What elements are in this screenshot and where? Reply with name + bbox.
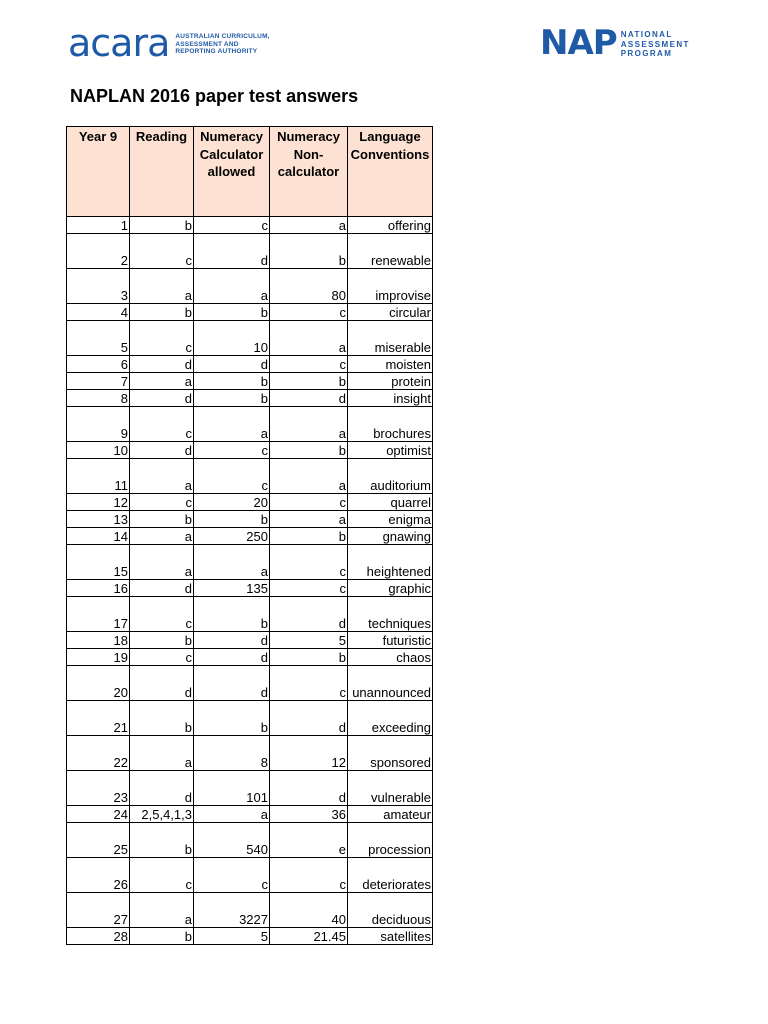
numeracy-noncalculator-answer-cell: a [270, 511, 348, 528]
table-row [67, 494, 433, 511]
numeracy-calculator-answer-cell: c [194, 459, 270, 494]
page-title: NAPLAN 2016 paper test answers [70, 86, 359, 106]
reading-answer-cell: b [130, 823, 194, 858]
table-row [67, 858, 433, 893]
table-header-row [67, 127, 433, 217]
question-number-cell: 22 [67, 736, 130, 771]
reading-answer-cell: d [130, 771, 194, 806]
language-conventions-answer-cell: enigma [348, 511, 433, 528]
numeracy-noncalculator-answer-cell: e [270, 823, 348, 858]
reading-answer-cell: a [130, 459, 194, 494]
nap-subtitle-line: NATIONAL [620, 30, 673, 39]
numeracy-calculator-answer-cell: 8 [194, 736, 270, 771]
table-row [67, 545, 433, 580]
reading-answer-cell: d [130, 580, 194, 597]
numeracy-noncalculator-answer-cell: d [270, 701, 348, 736]
numeracy-calculator-answer-cell: 250 [194, 528, 270, 545]
numeracy-noncalculator-answer-cell: a [270, 217, 348, 234]
acara-subtitle-line: ASSESSMENT AND [175, 40, 239, 48]
reading-answer-cell: c [130, 321, 194, 356]
table-row [67, 217, 433, 234]
reading-answer-cell: d [130, 390, 194, 407]
table-row [67, 442, 433, 459]
reading-answer-cell: c [130, 494, 194, 511]
question-number-cell: 13 [67, 511, 130, 528]
question-number-cell: 25 [67, 823, 130, 858]
numeracy-noncalculator-answer-cell: c [270, 304, 348, 321]
numeracy-calculator-answer-cell: b [194, 701, 270, 736]
acara-subtitle-line: AUSTRALIAN CURRICULUM, [175, 33, 270, 40]
numeracy-calculator-answer-cell: d [194, 632, 270, 649]
numeracy-calculator-answer-cell: c [194, 858, 270, 893]
numeracy-calculator-answer-cell: a [194, 545, 270, 580]
numeracy-noncalculator-answer-cell: c [270, 545, 348, 580]
question-number-cell: 18 [67, 632, 130, 649]
language-conventions-answer-cell: chaos [348, 649, 433, 666]
table-row [67, 511, 433, 528]
column-header-line: calculator [277, 164, 340, 179]
reading-answer-cell: a [130, 373, 194, 390]
table-row [67, 893, 433, 928]
table-row [67, 390, 433, 407]
question-number-cell: 4 [67, 304, 130, 321]
question-number-cell: 12 [67, 494, 130, 511]
question-number-cell: 5 [67, 321, 130, 356]
reading-column-header [130, 127, 194, 217]
table-row [67, 701, 433, 736]
question-number-cell: 11 [67, 459, 130, 494]
table-row [67, 373, 433, 390]
question-number-cell: 2 [67, 234, 130, 269]
column-header-line: allowed [207, 164, 256, 179]
numeracy-noncalculator-answer-cell: b [270, 528, 348, 545]
nap-subtitle-line: ASSESSMENT [620, 39, 690, 49]
numeracy-calculator-answer-cell: 135 [194, 580, 270, 597]
table-row [67, 580, 433, 597]
numeracy-calculator-answer-cell: b [194, 304, 270, 321]
question-number-cell: 6 [67, 356, 130, 373]
reading-answer-cell: b [130, 304, 194, 321]
numeracy-noncalculator-answer-cell: 36 [270, 806, 348, 823]
reading-answer-cell: a [130, 736, 194, 771]
reading-answer-cell: b [130, 217, 194, 234]
language-conventions-answer-cell: miserable [348, 321, 433, 356]
language-conventions-answer-cell: quarrel [348, 494, 433, 511]
question-number-cell: 24 [67, 806, 130, 823]
numeracy-noncalculator-answer-cell: c [270, 494, 348, 511]
question-number-cell: 19 [67, 649, 130, 666]
numeracy-noncalculator-answer-cell: 40 [270, 893, 348, 928]
numeracy-noncalculator-answer-cell: a [270, 407, 348, 442]
numeracy-noncalculator-answer-cell: 80 [270, 269, 348, 304]
numeracy-noncalculator-answer-cell: a [270, 459, 348, 494]
question-number-cell: 17 [67, 597, 130, 632]
language-conventions-answer-cell: gnawing [348, 528, 433, 545]
language-conventions-column-header [348, 127, 433, 217]
table-row [67, 806, 433, 823]
language-conventions-answer-cell: exceeding [348, 701, 433, 736]
table-body [67, 217, 433, 945]
language-conventions-answer-cell: unannounced [348, 666, 433, 701]
numeracy-calculator-answer-cell: d [194, 356, 270, 373]
numeracy-calculator-answer-cell: b [194, 511, 270, 528]
table-row [67, 407, 433, 442]
acara-subtitle [175, 33, 269, 56]
language-conventions-answer-cell: graphic [348, 580, 433, 597]
reading-answer-cell: b [130, 928, 194, 945]
language-conventions-answer-cell: brochures [348, 407, 433, 442]
table-row [67, 736, 433, 771]
language-conventions-answer-cell: techniques [348, 597, 433, 632]
reading-answer-cell: a [130, 893, 194, 928]
language-conventions-answer-cell: improvise [348, 269, 433, 304]
table-row [67, 597, 433, 632]
reading-answer-cell: a [130, 545, 194, 580]
language-conventions-answer-cell: optimist [348, 442, 433, 459]
table-row [67, 771, 433, 806]
numeracy-calculator-answer-cell: 540 [194, 823, 270, 858]
language-conventions-answer-cell: protein [348, 373, 433, 390]
language-conventions-answer-cell: sponsored [348, 736, 433, 771]
column-header-line: Non- [293, 146, 324, 162]
language-conventions-answer-cell: deteriorates [348, 858, 433, 893]
numeracy-calculator-answer-cell: b [194, 373, 270, 390]
acara-logo [68, 21, 270, 65]
table-row [67, 356, 433, 373]
reading-answer-cell: c [130, 234, 194, 269]
numeracy-noncalculator-answer-cell: b [270, 234, 348, 269]
language-conventions-answer-cell: circular [348, 304, 433, 321]
question-number-cell: 21 [67, 701, 130, 736]
numeracy-calculator-answer-cell: c [194, 217, 270, 234]
numeracy-calculator-answer-cell: 5 [194, 928, 270, 945]
language-conventions-answer-cell: moisten [348, 356, 433, 373]
table-row [67, 649, 433, 666]
numeracy-noncalculator-answer-cell: b [270, 442, 348, 459]
numeracy-calculator-answer-cell: d [194, 666, 270, 701]
language-conventions-answer-cell: deciduous [348, 893, 433, 928]
numeracy-calculator-answer-cell: a [194, 806, 270, 823]
reading-answer-cell: a [130, 269, 194, 304]
question-number-cell: 15 [67, 545, 130, 580]
reading-answer-cell: d [130, 356, 194, 373]
numeracy-calculator-column-header [194, 127, 270, 217]
numeracy-noncalculator-answer-cell: d [270, 390, 348, 407]
table-row [67, 321, 433, 356]
numeracy-noncalculator-column-header [270, 127, 348, 217]
question-number-cell: 1 [67, 217, 130, 234]
nap-wordmark: NAP [540, 23, 617, 63]
reading-answer-cell: c [130, 858, 194, 893]
question-number-cell: 8 [67, 390, 130, 407]
column-header-line: Conventions [350, 146, 430, 162]
language-conventions-answer-cell: renewable [348, 234, 433, 269]
reading-answer-cell: c [130, 407, 194, 442]
table-row [67, 632, 433, 649]
question-number-cell: 23 [67, 771, 130, 806]
language-conventions-answer-cell: procession [348, 823, 433, 858]
numeracy-noncalculator-answer-cell: c [270, 858, 348, 893]
numeracy-noncalculator-answer-cell: 21.45 [270, 928, 348, 945]
language-conventions-answer-cell: amateur [348, 806, 433, 823]
column-header-line: Numeracy [200, 129, 263, 144]
nap-logo [540, 23, 690, 63]
language-conventions-answer-cell: auditorium [348, 459, 433, 494]
numeracy-calculator-answer-cell: b [194, 390, 270, 407]
column-header-line: Year 9 [78, 129, 118, 144]
language-conventions-answer-cell: heightened [348, 545, 433, 580]
table-row [67, 234, 433, 269]
question-number-cell: 3 [67, 269, 130, 304]
question-number-cell: 27 [67, 893, 130, 928]
numeracy-calculator-answer-cell: 20 [194, 494, 270, 511]
numeracy-noncalculator-answer-cell: a [270, 321, 348, 356]
nap-subtitle-line: PROGRAM [620, 49, 673, 58]
column-header-line: Calculator [199, 146, 264, 162]
reading-answer-cell: d [130, 442, 194, 459]
table-row [67, 823, 433, 858]
acara-wordmark: acara [68, 21, 170, 65]
numeracy-calculator-answer-cell: 101 [194, 771, 270, 806]
reading-answer-cell: a [130, 528, 194, 545]
numeracy-calculator-answer-cell: 3227 [194, 893, 270, 928]
numeracy-calculator-answer-cell: b [194, 597, 270, 632]
acara-subtitle-line: REPORTING AUTHORITY [175, 48, 258, 55]
numeracy-noncalculator-answer-cell: b [270, 649, 348, 666]
reading-answer-cell: b [130, 511, 194, 528]
reading-answer-cell: c [130, 597, 194, 632]
question-number-cell: 26 [67, 858, 130, 893]
year-column-header [67, 127, 130, 217]
reading-answer-cell: c [130, 649, 194, 666]
question-number-cell: 14 [67, 528, 130, 545]
question-number-cell: 7 [67, 373, 130, 390]
nap-subtitle [621, 30, 690, 59]
numeracy-calculator-answer-cell: d [194, 234, 270, 269]
numeracy-noncalculator-answer-cell: b [270, 373, 348, 390]
table-row [67, 459, 433, 494]
numeracy-calculator-answer-cell: c [194, 442, 270, 459]
table-row [67, 269, 433, 304]
answers-table [66, 126, 433, 945]
numeracy-calculator-answer-cell: 10 [194, 321, 270, 356]
language-conventions-answer-cell: insight [348, 390, 433, 407]
question-number-cell: 28 [67, 928, 130, 945]
numeracy-noncalculator-answer-cell: d [270, 597, 348, 632]
numeracy-noncalculator-answer-cell: c [270, 356, 348, 373]
language-conventions-answer-cell: futuristic [348, 632, 433, 649]
numeracy-noncalculator-answer-cell: c [270, 580, 348, 597]
question-number-cell: 9 [67, 407, 130, 442]
reading-answer-cell: d [130, 666, 194, 701]
numeracy-noncalculator-answer-cell: d [270, 771, 348, 806]
numeracy-calculator-answer-cell: d [194, 649, 270, 666]
table-row [67, 304, 433, 321]
column-header-line: Language [359, 129, 421, 144]
question-number-cell: 20 [67, 666, 130, 701]
question-number-cell: 10 [67, 442, 130, 459]
column-header-line: Numeracy [277, 129, 340, 144]
table-row [67, 666, 433, 701]
reading-answer-cell: b [130, 701, 194, 736]
table-row [67, 928, 433, 945]
language-conventions-answer-cell: offering [348, 217, 433, 234]
numeracy-noncalculator-answer-cell: 12 [270, 736, 348, 771]
table-row [67, 528, 433, 545]
question-number-cell: 16 [67, 580, 130, 597]
language-conventions-answer-cell: satellites [348, 928, 433, 945]
numeracy-noncalculator-answer-cell: 5 [270, 632, 348, 649]
numeracy-calculator-answer-cell: a [194, 269, 270, 304]
reading-answer-cell: b [130, 632, 194, 649]
numeracy-calculator-answer-cell: a [194, 407, 270, 442]
numeracy-noncalculator-answer-cell: c [270, 666, 348, 701]
reading-answer-cell: 2,5,4,1,3 [130, 806, 194, 823]
column-header-line: Reading [135, 129, 188, 144]
language-conventions-answer-cell: vulnerable [348, 771, 433, 806]
